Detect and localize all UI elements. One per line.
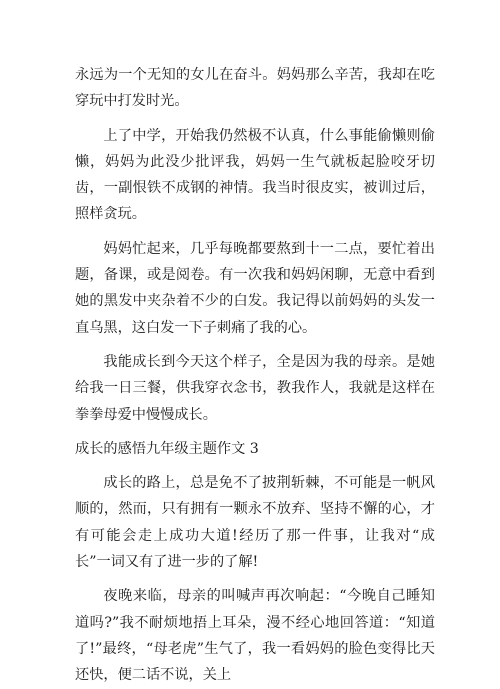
paragraph-gap <box>75 115 435 123</box>
paragraph: 夜晚来临，母亲的叫喊声再次响起：“今晚自己睡知道吗?”我不耐烦地捂上耳朵，漫不经心地回答道：“知道了!”最终，“母老虎”生气了，我一看妈妈的脸色变得比天还快，便二话不说，关上 <box>75 588 435 684</box>
paragraph: 成长的路上，总是免不了披荆斩棘，不可能是一帆风顺的，然而，只有拥有一颗永不放弃、坚持不懈的心，才有可能会走上成功大道!经历了那一件事，让我对“成长”一词又有了进一步的了解! <box>75 475 435 571</box>
section-heading: 成长的感悟九年级主题作文 3 <box>75 440 259 457</box>
paragraph-continuation: 永远为一个无知的女儿在奋斗。妈妈那么辛苦，我却在吃穿玩中打发时光。 <box>75 67 435 110</box>
paragraph-gap <box>75 341 435 349</box>
paragraph: 我能成长到今天这个样子，全是因为我的母亲。是她给我一日三餐，供我穿衣念书，教我作人，我就是这样在拳拳母爱中慢慢成长。 <box>75 353 435 423</box>
paragraph-gap <box>75 428 435 436</box>
document-body <box>75 62 435 689</box>
paragraph: 妈妈忙起来，几乎每晚都要熬到十一二点，要忙着出题，备课，或是阅卷。有一次我和妈妈闲聊，无意中看到她的黑发中夹杂着不少的白发。我记得以前妈妈的头发一直乌黑，这白发一下子刺痛了我的心。 <box>75 240 435 336</box>
paragraph-gap <box>75 462 435 470</box>
paragraph-gap <box>75 228 435 236</box>
paragraph: 上了中学，开始我仍然极不认真，什么事能偷懒则偷懒，妈妈为此没少批评我，妈妈一生气就板起脸咬牙切齿，一副恨铁不成钢的神情。我当时很皮实，被训过后，照样贪玩。 <box>75 127 435 223</box>
paragraph-gap <box>75 575 435 583</box>
